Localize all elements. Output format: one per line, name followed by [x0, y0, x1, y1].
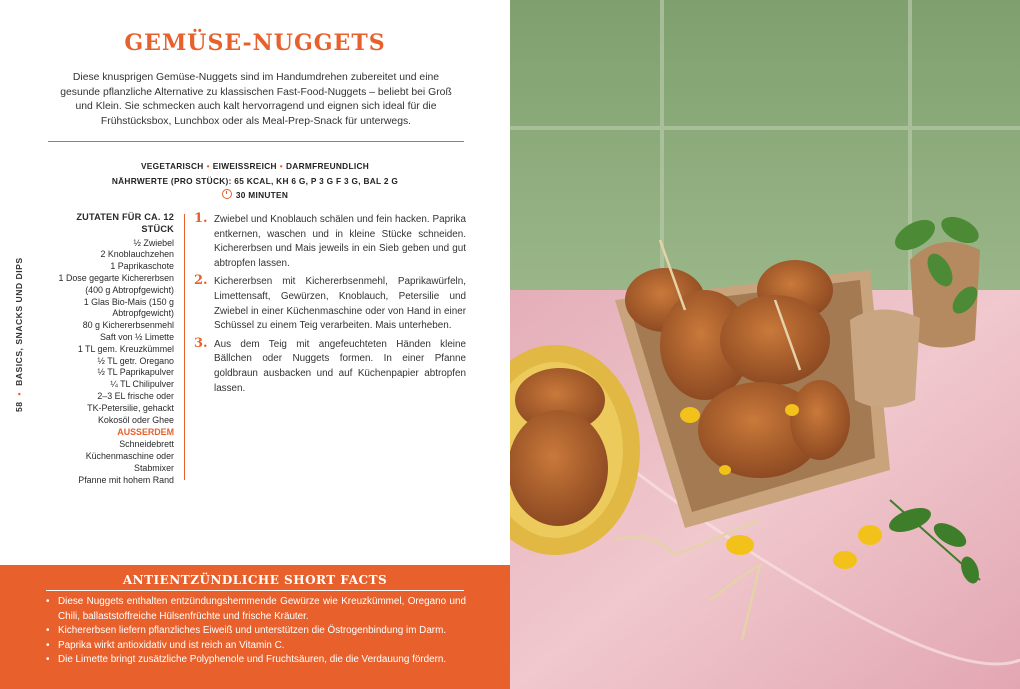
step-number: 3. — [194, 335, 208, 351]
recipe-meta — [0, 159, 510, 203]
equipment-item: Pfanne mit hohem Rand — [78, 474, 174, 485]
equipment-item: Stabmixer — [134, 462, 174, 473]
ingredient-item: 1 TL gem. Kreuzkümmel — [77, 343, 174, 354]
fact-item: • Paprika wirkt antioxidativ und ist reich an Vitamin C. — [46, 639, 466, 654]
ingredient-item: 2 Knoblauchzehen — [100, 249, 174, 260]
fact-item: • Kichererbsen liefern pflanzliches Eiweiß und unterstützen die Östrogenbindung im Darm. — [46, 624, 466, 639]
ingredient-item: ½ TL getr. Oregano — [97, 355, 174, 366]
ingredient-item: 1 Dose gegarte Kichererbsen — [58, 272, 174, 283]
diet-tags — [0, 159, 510, 174]
margin-separator: • — [14, 391, 24, 396]
nutrition-info: NÄHRWERTE (PRO STÜCK): 65 KCAL, KH 6 G, P 3 G F 3 G, BAL 2 G — [111, 175, 399, 186]
tag-darmfreundlich: DARMFREUNDLICH — [286, 161, 370, 171]
tag-separator: • — [206, 161, 210, 171]
prep-time-value: 30 MINUTEN — [235, 190, 289, 200]
short-facts-box — [0, 565, 510, 689]
recipe-intro: Diese knusprigen Gemüse-Nuggets sind im Handumdrehen zubereitet und eine gesunde pflanzliche Alternative zu klassischen Fast-Food-Nuggets – beliebt bei Groß und Klein. Sie schmecken auch kalt hervorragend und eignen sich ideal für die Frühstücksbox, Lunchbox oder als Meal-Prep-Snack für unterwegs. — [60, 72, 452, 127]
page-number: 58 — [14, 401, 24, 412]
ingredient-item: TK-Petersilie, gehackt — [87, 402, 174, 413]
equipment-item: Schneidebrett — [119, 439, 174, 450]
nuggets-photo-illustration — [510, 0, 1020, 689]
ingredient-item: Abtropfgewicht) — [112, 308, 174, 319]
step-3 — [194, 335, 466, 396]
step-text: Kichererbsen mit Kichererbsenmehl, Paprikawürfeln, Limettensaft, Gewürzen, Knoblauch, Petersilie und Zwiebel in einer Küchenmaschine oder von Hand in einer Schüssel zu einem Teig verarbeiten. Mais unterheben. — [214, 276, 466, 332]
step-number: 1. — [194, 211, 208, 226]
fact-item: • Die Limette bringt zusätzliche Polyphenole und Fruchtsäuren, die die Verdauung fördern. — [46, 653, 466, 668]
ingredient-item: Saft von ½ Limette — [100, 331, 174, 342]
nugget — [720, 295, 830, 385]
timer-icon — [222, 189, 232, 199]
ingredient-item: 1 Paprikaschote — [110, 261, 174, 272]
facts-title: ANTIENTZÜNDLICHE SHORT FACTS — [122, 573, 388, 587]
ingredients-divider — [184, 214, 185, 480]
facts-divider — [46, 590, 464, 591]
step-1 — [194, 213, 466, 271]
ingredient-item: ½ TL Paprikapulver — [97, 367, 174, 378]
ingredient-item: 1 Glas Bio-Mais (150 g — [83, 296, 174, 307]
prep-time — [0, 188, 510, 203]
preparation-steps — [194, 213, 466, 400]
recipe-title: GEMÜSE-NUGGETS — [124, 30, 386, 56]
small-cup — [850, 309, 920, 407]
fact-item: • Diese Nuggets enthalten entzündungshemmende Gewürze wie Kreuzkümmel, Oregano und Chili, ballaststoffreiche Hülsenfrüchte und frische Kräuter. — [46, 595, 466, 624]
facts-list — [46, 595, 466, 668]
ingredient-item: (400 g Abtropfgewicht) — [85, 284, 174, 295]
step-text: Zwiebel und Knoblauch schälen und fein hacken. Paprika entkernen, waschen und in kleine Stücke schneiden. Kichererbsen und Mais jeweils in ein Sieb geben und gut abtropfen lassen. — [214, 214, 466, 269]
food-photo — [510, 0, 1020, 689]
ingredient-item: ½ Zwiebel — [133, 237, 174, 248]
step-number: 2. — [194, 273, 208, 289]
tag-separator: • — [279, 161, 284, 171]
step-text: Aus dem Teig mit angefeuchteten Händen kleine Bällchen oder Nuggets formen. In einer Pfanne goldbraun ausbacken und auf Küchenpapier abtropfen lassen. — [214, 338, 466, 394]
ingredient-item: ¼ TL Chilipulver — [110, 379, 174, 390]
intro-divider — [48, 141, 464, 142]
ingredient-item: 80 g Kichererbsenmehl — [82, 320, 174, 331]
equipment-heading: AUSSERDEM — [117, 427, 174, 438]
ingredient-item: Kokosöl oder Ghee — [98, 414, 174, 425]
tag-eiweissreich: EIWEISSREICH — [212, 161, 277, 171]
ingredient-item: 2–3 EL frische oder — [97, 390, 174, 401]
ingredients-heading: ZUTATEN FÜR CA. 12 STÜCK — [76, 212, 174, 234]
equipment-item: Küchenmaschine oder — [85, 450, 174, 461]
section-name: BASICS, SNACKS UND DIPS — [14, 257, 24, 386]
ingredients-list — [46, 212, 174, 486]
step-2 — [194, 275, 466, 333]
nugget-on-plate — [510, 410, 608, 526]
page-margin-label — [14, 257, 24, 412]
tag-vegetarisch: VEGETARISCH — [140, 161, 204, 171]
